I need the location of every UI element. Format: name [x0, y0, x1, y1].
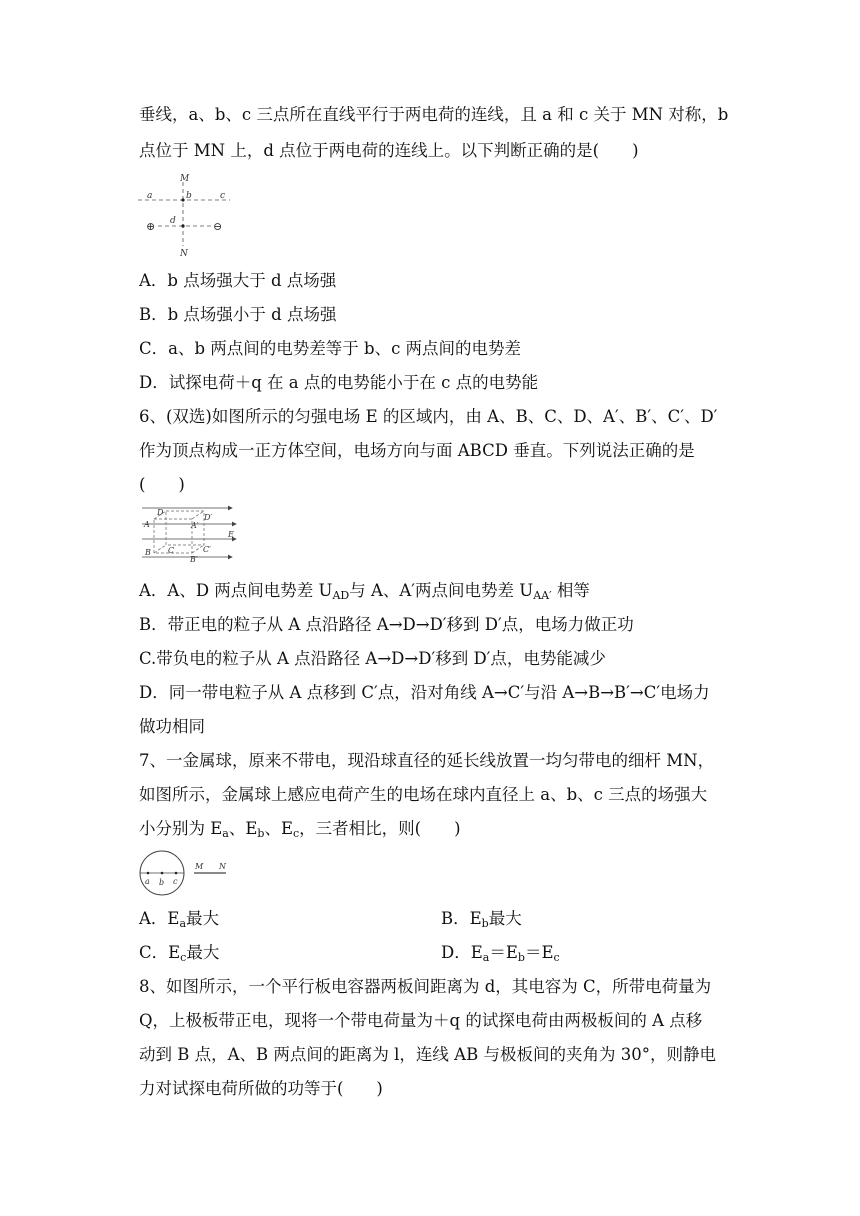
q8-text-line-3: 动到 B 点，A、B 两点间的距离为 l，连线 AB 与极板间的夹角为 30°，则静电 [139, 1045, 716, 1064]
q7-option-c-text: C．E [139, 943, 181, 962]
q8-text-line-1: 8、如图所示，一个平行板电容器两板间距离为 d，其电容为 C，所带电荷量为 [139, 977, 712, 996]
q7-text-line-2: 如图所示，金属球上感应电荷产生的电场在球内直径上 a、b、c 三点的场强大 [139, 785, 708, 804]
q8-text-line-4: 力对试探电荷所做的功等于( ) [139, 1079, 383, 1098]
q7-text-line-3 [139, 818, 739, 840]
q7-figure-sphere-rod [138, 848, 233, 898]
q5-figure-charges [138, 170, 238, 260]
q5-figure-label-d: d [170, 216, 176, 226]
q5-text-line-1: 垂线，a、b、c 三点所在直线平行于两电荷的连线，且 a 和 c 关于 MN 对称，b [139, 105, 729, 124]
q7-option-b [441, 908, 522, 930]
q6-figure-label-C: C [168, 546, 175, 555]
q5-figure-label-N: N [180, 249, 188, 259]
q7-option-c-subscript: c [180, 951, 187, 964]
q7-figure-label-b: b [159, 878, 165, 887]
q6-text-line-3: ( ) [139, 475, 185, 494]
q5-figure-negative-charge: ⊖ [213, 220, 223, 233]
q5-text-line-2: 点位于 MN 上，d 点位于两电荷的连线上。以下判断正确的是( ) [139, 141, 639, 160]
q7-option-a-subscript: a [179, 917, 187, 930]
q7-option-d-subscript-a: a [482, 951, 490, 964]
q7-subscript-c: c [293, 827, 300, 840]
q7-option-d [441, 942, 560, 964]
q7-option-a [139, 908, 429, 930]
q5-figure-label-b: b [186, 191, 192, 201]
q5-option-c: C．a、b 两点间的电势差等于 b、c 两点间的电势差 [139, 339, 522, 358]
q6-option-a-text-mid: 与 A、A′两点间电势差 U [349, 581, 534, 600]
q7-option-a-text: A．E [139, 909, 180, 928]
q6-figure-label-A: A [144, 520, 150, 529]
q6-figure-label-D-prime: D′ [204, 513, 213, 522]
q6-option-a-subscript-aa: AA′ [533, 589, 552, 602]
q7-option-d-subscript-b: b [517, 951, 525, 964]
q7-figure-label-N: N [219, 862, 226, 871]
q7-option-c [139, 942, 429, 964]
q7-option-d-subscript-c: c [553, 951, 560, 964]
q7-option-d-equals-1: ＝E [489, 943, 518, 962]
q7-text-line-3-end: ，三者相比，则( ) [299, 819, 461, 838]
q7-text-line-3-sep-1: 、E [228, 819, 258, 838]
q6-option-a-text: A．A、D 两点间电势差 U [139, 581, 333, 600]
q7-option-b-text: B．E [441, 909, 482, 928]
q7-figure-label-c: c [173, 877, 178, 886]
q5-figure-label-a: a [147, 191, 153, 201]
q7-option-b-subscript: b [481, 917, 489, 930]
q6-option-a-subscript-ad: AD [332, 589, 350, 602]
q7-text-line-3-start: 小分别为 E [139, 819, 223, 838]
q6-option-b: B．带正电的粒子从 A 点沿路径 A→D→D′移到 D′点，电场力做正功 [139, 615, 634, 634]
q7-option-a-text-end: 最大 [186, 909, 220, 928]
q5-figure-label-M: M [180, 174, 190, 184]
q6-figure-label-C-prime: C′ [203, 545, 211, 554]
q6-option-a [139, 580, 739, 602]
q5-figure-positive-charge: ⊕ [146, 220, 156, 233]
q5-option-b: B．b 点场强小于 d 点场强 [139, 305, 337, 324]
q8-text-line-2: Q，上极板带正电，现将一个带电荷量为＋q 的试探电荷由两极板间的 A 点移 [139, 1011, 703, 1030]
q7-text-line-1: 7、一金属球，原来不带电，现沿球直径的延长线放置一均匀带电的细杆 MN， [139, 751, 715, 770]
q6-text-line-2: 作为顶点构成一正方体空间，电场方向与面 ABCD 垂直。下列说法正确的是 [139, 441, 695, 460]
q6-option-a-text-end: 相等 [556, 581, 590, 600]
q5-option-a: A．b 点场强大于 d 点场强 [139, 271, 337, 290]
q6-figure-label-E: E [228, 530, 234, 539]
q6-figure-label-A-prime: A′ [191, 521, 199, 530]
q7-text-line-3-sep-2: 、E [264, 819, 293, 838]
q7-option-d-equals-2: ＝E [524, 943, 554, 962]
q6-option-d-line-1: D．同一带电粒子从 A 点移到 C′点，沿对角线 A→C′与沿 A→B→B′→C′电场力 [139, 683, 710, 702]
q5-figure-label-c: c [220, 191, 226, 201]
q6-option-c: C.带负电的粒子从 A 点沿路径 A→D→D′移到 D′点，电势能减少 [139, 649, 606, 668]
q6-figure-label-B-prime: B′ [190, 555, 198, 564]
q6-figure-cube-field [140, 503, 245, 565]
q7-option-c-text-end: 最大 [186, 943, 220, 962]
q6-option-d-line-2: 做功相同 [139, 717, 205, 736]
q5-option-d: D．试探电荷＋q 在 a 点的电势能小于在 c 点的电势能 [139, 373, 539, 392]
q7-figure-label-M: M [195, 862, 204, 871]
q7-figure-label-a: a [145, 877, 150, 886]
q7-option-d-text: D．E [441, 943, 483, 962]
q7-subscript-a: a [222, 827, 229, 840]
q7-option-b-text-end: 最大 [488, 909, 522, 928]
q7-subscript-b: b [257, 827, 265, 840]
q6-text-line-1: 6、(双选)如图所示的匀强电场 E 的区域内，由 A、B、C、D、A′、B′、C′、D′ [139, 407, 718, 426]
q6-figure-label-B: B [145, 548, 151, 557]
q6-figure-label-D: D [157, 508, 164, 517]
